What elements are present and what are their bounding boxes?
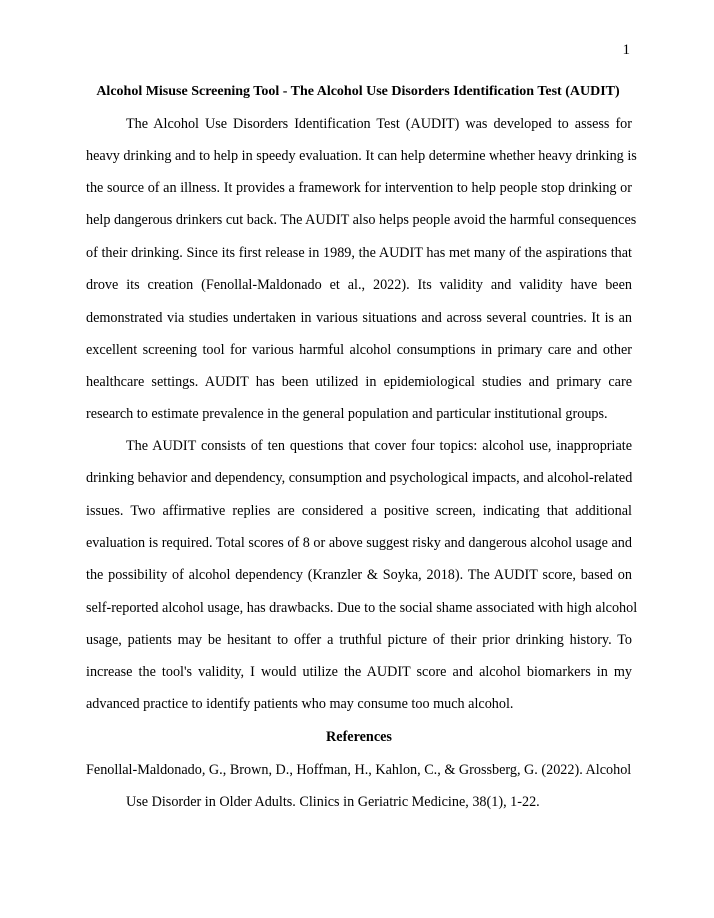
- paragraph-line: drinking behavior and dependency, consumption and psychological impacts, and alcohol-related: [86, 470, 633, 486]
- paragraph-line: issues. Two affirmative replies are considered a positive screen, indicating that additional: [86, 503, 632, 519]
- paragraph-line: self-reported alcohol usage, has drawbacks. Due to the social shame associated with high alcohol: [86, 600, 638, 616]
- paragraph-line: increase the tool's validity, I would utilize the AUDIT score and alcohol biomarkers in my: [86, 664, 632, 680]
- paragraph-line: the possibility of alcohol dependency (Kranzler & Soyka, 2018). The AUDIT score, based on: [86, 567, 632, 583]
- page-number: 1: [622, 42, 630, 58]
- paragraph-line: the source of an illness. It provides a framework for intervention to help people stop drinking or: [86, 180, 632, 196]
- references-heading: References: [326, 729, 392, 745]
- paragraph-line: excellent screening tool for various harmful alcohol consumptions in primary care and other: [86, 342, 632, 358]
- paragraph-line: heavy drinking and to help in speedy evaluation. It can help determine whether heavy drinking is: [86, 148, 637, 164]
- paragraph-line: The Alcohol Use Disorders Identification Test (AUDIT) was developed to assess for: [126, 116, 632, 132]
- document-title: Alcohol Misuse Screening Tool - The Alcohol Use Disorders Identification Test (AUDIT): [96, 84, 620, 99]
- paragraph-line: The AUDIT consists of ten questions that cover four topics: alcohol use, inappropriate: [126, 438, 632, 454]
- paragraph-line: of their drinking. Since its first release in 1989, the AUDIT has met many of the aspirations that: [86, 245, 632, 261]
- reference-line: Use Disorder in Older Adults. Clinics in Geriatric Medicine, 38(1), 1-22.: [126, 794, 540, 810]
- paragraph-line: usage, patients may be hesitant to offer a truthful picture of their prior drinking history. To: [86, 632, 632, 648]
- paragraph-line: research to estimate prevalence in the general population and particular institutional groups.: [86, 406, 608, 422]
- reference-line: Fenollal-Maldonado, G., Brown, D., Hoffman, H., Kahlon, C., & Grossberg, G. (2022). Alcohol: [86, 762, 632, 778]
- paragraph-line: advanced practice to identify patients who may consume too much alcohol.: [86, 696, 514, 712]
- paragraph-line: drove its creation (Fenollal-Maldonado et al., 2022). Its validity and validity have been: [86, 277, 632, 293]
- paragraph-line: evaluation is required. Total scores of 8 or above suggest risky and dangerous alcohol usage and: [86, 535, 632, 551]
- paragraph-line: help dangerous drinkers cut back. The AUDIT also helps people avoid the harmful consequences: [86, 212, 637, 228]
- paragraph-line: healthcare settings. AUDIT has been utilized in epidemiological studies and primary care: [86, 374, 632, 390]
- paragraph-line: demonstrated via studies undertaken in various situations and across several countries. It is an: [86, 310, 632, 326]
